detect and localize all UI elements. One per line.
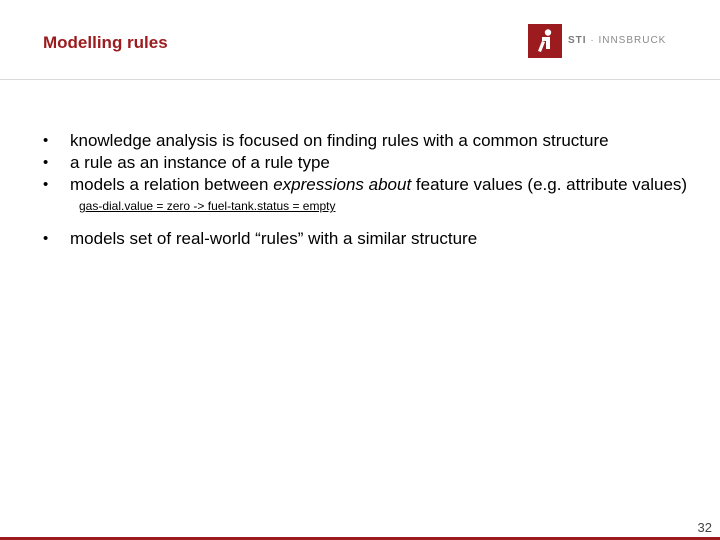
bullet-text-emphasis: expressions about <box>273 175 412 194</box>
logo-text <box>568 35 666 46</box>
bullet-text: models set of real-world “rules” with a similar structure <box>70 229 478 248</box>
bullet-item <box>43 174 693 196</box>
bullet-item <box>43 152 693 174</box>
header-divider <box>0 79 720 80</box>
bullet-dot-icon: • <box>43 230 49 247</box>
bullet-item <box>43 228 693 250</box>
slide-content <box>43 130 693 250</box>
bullet-item <box>43 130 693 152</box>
sti-figure-icon <box>528 24 562 58</box>
bullet-text: feature values (e.g. attribute values) <box>411 175 688 194</box>
bullet-dot-icon: • <box>43 132 49 149</box>
bullet-dot-icon: • <box>43 176 49 193</box>
page-number: 32 <box>697 520 712 535</box>
logo-separator: · <box>586 35 599 46</box>
example-rule: gas-dial.value = zero -> fuel-tank.status = empty <box>79 199 336 213</box>
logo-location: INNSBRUCK <box>598 35 667 46</box>
slide-title: Modelling rules <box>43 33 168 52</box>
bullet-dot-icon: • <box>43 154 49 171</box>
bullet-text: knowledge analysis is focused on finding rules with a common structure <box>70 131 609 150</box>
logo-brand: STI <box>568 35 587 46</box>
bullet-text: a rule as an instance of a rule type <box>70 153 330 172</box>
bullet-text: models a relation between <box>70 175 274 194</box>
